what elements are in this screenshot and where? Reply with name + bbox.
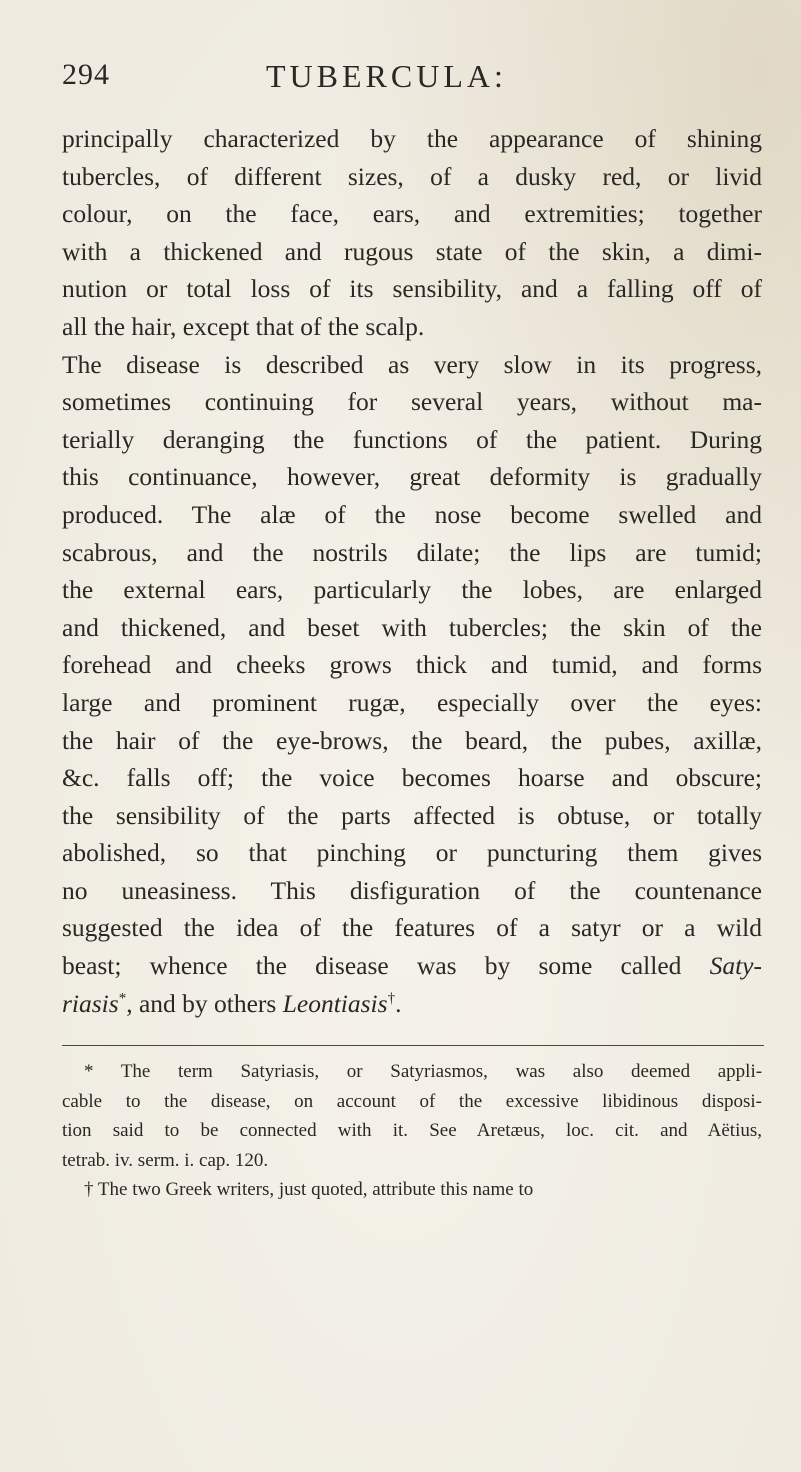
text-segment: or [346, 1061, 363, 1082]
running-head [62, 58, 712, 98]
text-line: terially deranging the functions of the patient. During [62, 424, 762, 454]
footnote-line [62, 1057, 762, 1087]
footnote-mark: * [84, 1061, 94, 1082]
text-line: large and prominent rugæ, especially over the eyes: [62, 687, 762, 717]
footnote-line: tetrab. iv. serm. i. cap. 120. [62, 1149, 269, 1171]
text-line: scabrous, and the nostrils dilate; the lips are tumid; [62, 537, 762, 567]
body-text [62, 120, 762, 1022]
text-segment: beast; whence the disease was by some called [62, 951, 682, 981]
text-line: nution or total loss of its sensibility, and a falling off of [62, 274, 762, 304]
italic-term: Satyriasis, [240, 1061, 320, 1082]
text-line: produced. The alæ of the nose become swelled and [62, 499, 762, 529]
text-line: abolished, so that pinching or puncturing them gives [62, 838, 762, 868]
text-segment: , and by others [126, 988, 277, 1018]
footnote-divider [62, 1045, 764, 1046]
text-line: principally characterized by the appearance of shining [62, 124, 762, 153]
text-line: The disease is described as very slow in its progress, [62, 349, 762, 379]
footnote-line: cable to the disease, on account of the excessive libidinous disposi- [62, 1090, 762, 1112]
footnote-line: tion said to be connected with it. See Aretæus, loc. cit. and Aëtius, [62, 1120, 762, 1141]
text-line: tubercles, of different sizes, of a dusky red, or livid [62, 161, 762, 191]
italic-term-satyriasis-part: Saty- [709, 951, 762, 981]
text-line-mixed [62, 985, 762, 1023]
footnotes [62, 1057, 762, 1205]
text-segment: . [395, 988, 402, 1018]
text-line: the sensibility of the parts affected is obtuse, or totally [62, 800, 762, 830]
italic-term-leontiasis: Leontiasis [282, 988, 388, 1018]
text-line: suggested the idea of the features of a satyr or a wild [62, 913, 762, 943]
text-segment: The term [120, 1061, 213, 1082]
italic-term: Satyriasmos, [390, 1061, 488, 1082]
footnote-mark-star[interactable]: * [118, 990, 127, 1007]
page-number: 294 [62, 58, 110, 91]
text-line: sometimes continuing for several years, without ma- [62, 387, 762, 417]
text-line: &c. falls off; the voice becomes hoarse and obscure; [62, 763, 762, 793]
text-line: the hair of the eye-brows, the beard, the pubes, axillæ, [62, 725, 762, 755]
italic-term-satyriasis-end: riasis [62, 988, 119, 1018]
text-line: the external ears, particularly the lobes, are enlarged [62, 575, 762, 605]
text-line: no uneasiness. This disfiguration of the countenance [62, 875, 762, 905]
text-line: all the hair, except that of the scalp. [62, 311, 425, 341]
footnote-mark-dagger[interactable]: † [387, 990, 396, 1007]
text-line: colour, on the face, ears, and extremities; together [62, 199, 762, 229]
running-title: TUBERCULA: [266, 58, 507, 94]
footnote-line: † The two Greek writers, just quoted, attribute this name to [84, 1179, 534, 1200]
text-line: with a thickened and rugous state of the skin, a dimi- [62, 236, 762, 266]
text-line: and thickened, and beset with tubercles; the skin of the [62, 612, 762, 642]
text-line: forehead and cheeks grows thick and tumid, and forms [62, 650, 762, 680]
text-line-mixed [62, 947, 762, 985]
text-segment: was also deemed appli- [515, 1061, 763, 1082]
text-line: this continuance, however, great deformity is gradually [62, 462, 762, 492]
